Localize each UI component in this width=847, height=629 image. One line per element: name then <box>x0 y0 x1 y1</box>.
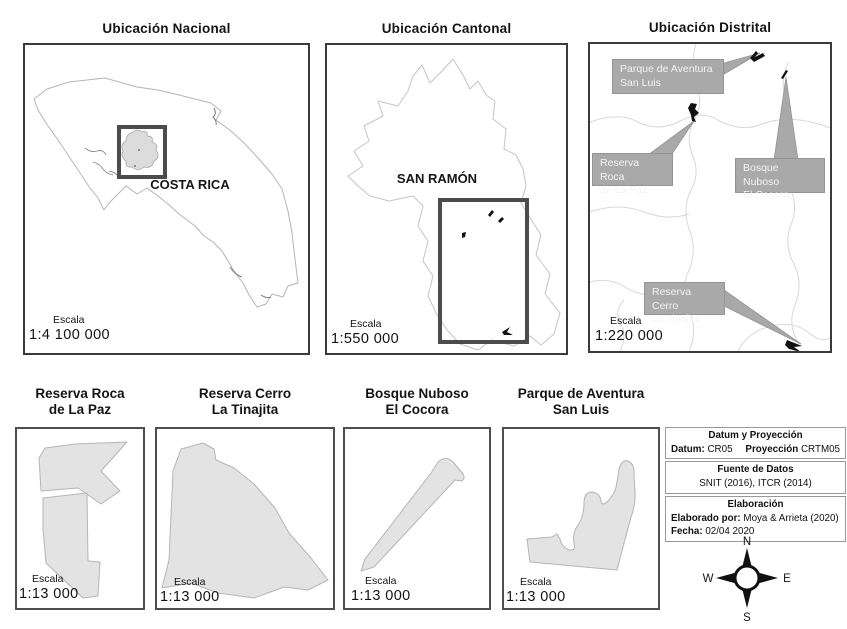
panel-parque-aventura <box>502 427 660 610</box>
scale-value: 1:13 000 <box>351 588 411 604</box>
datum-row <box>671 443 840 457</box>
scale-value: 1:13 000 <box>160 589 220 605</box>
reserva-cerro-polygon <box>162 443 328 598</box>
datum-label: Datum: <box>671 443 705 455</box>
projection-label: Proyección <box>745 443 799 455</box>
scale-roca <box>19 573 79 602</box>
title-ubicacion-nacional: Ubicación Nacional <box>102 21 231 36</box>
title-line: Parque de Aventura <box>517 386 645 401</box>
scale-value: 1:13 000 <box>19 586 79 602</box>
callout-line: Parque de Aventura <box>620 63 713 75</box>
title-line: de La Paz <box>48 402 112 418</box>
parque-aventura-polygon <box>527 461 635 570</box>
datum-pair <box>671 443 733 457</box>
scale-value: 1:13 000 <box>506 589 566 605</box>
compass-e-label: E <box>783 573 791 585</box>
projection-value: CRTM05 <box>800 443 840 455</box>
coast-detail <box>213 108 271 298</box>
title-reserva-roca <box>15 386 145 418</box>
san-ramon-label: SAN RAMÓN <box>396 171 478 186</box>
reserve-dot <box>134 165 136 167</box>
callout-line: Bosque Nuboso <box>743 162 780 188</box>
scale-value: 1:220 000 <box>595 328 664 344</box>
river-detail <box>85 148 118 176</box>
title-line: Reserva Cerro <box>198 386 292 401</box>
source-section <box>665 461 846 493</box>
callout-reserva-roca <box>592 153 673 197</box>
reserve-mark <box>488 210 494 217</box>
date-label: Fecha: <box>671 526 703 538</box>
author-row <box>671 512 840 526</box>
compass-n-label: N <box>742 536 752 548</box>
scale-label: Escala <box>53 314 85 326</box>
title-line: La Tinajita <box>211 402 279 418</box>
map-info-box <box>665 427 846 544</box>
panel-ubicacion-cantonal <box>325 43 568 355</box>
callout-line: Reserva Roca <box>600 157 640 183</box>
projection-pair <box>745 443 840 457</box>
extent-rectangle-cantonal <box>440 200 527 342</box>
san-ramon-map <box>327 45 566 353</box>
title-line: Bosque Nuboso <box>365 386 469 401</box>
scale-label: Escala <box>610 315 642 327</box>
scale-nacional <box>29 314 110 343</box>
datum-section-title: Datum y Proyección <box>708 430 803 441</box>
date-value: 02/04 2020 <box>705 526 755 538</box>
panel-reserva-roca <box>15 427 145 610</box>
bosque-nuboso-polygon <box>361 459 464 572</box>
title-ubicacion-distrital: Ubicación Distrital <box>648 20 772 35</box>
compass-rose-icon <box>700 534 795 626</box>
panel-ubicacion-distrital <box>588 42 832 353</box>
san-ramon-canton-shaded <box>122 130 158 170</box>
author-value: Moya & Arrieta (2020) <box>743 512 839 524</box>
compass-w-label: W <box>702 573 714 585</box>
reserve-mark <box>462 232 466 238</box>
author-label: Elaborado por: <box>671 512 741 524</box>
cerro-tinajita-mark <box>785 340 802 351</box>
scale-cantonal <box>331 318 399 347</box>
title-reserva-cerro <box>155 386 335 418</box>
reserve-mark <box>502 327 513 335</box>
scale-distrital <box>595 315 663 344</box>
costa-rica-outline <box>34 78 298 307</box>
scale-label: Escala <box>174 576 206 588</box>
scale-label: Escala <box>520 576 552 588</box>
panel-ubicacion-nacional <box>23 43 310 355</box>
reserve-dot <box>138 149 140 151</box>
roca-la-paz-mark <box>688 103 699 122</box>
source-section-title: Fuente de Datos <box>717 464 794 476</box>
datum-value: CR05 <box>707 443 733 455</box>
compass-s-label: S <box>743 612 751 624</box>
compass-circle <box>735 566 759 590</box>
elaboration-section-title: Elaboración <box>727 498 784 510</box>
parque-san-luis-mark <box>750 51 765 62</box>
callout-line: de La Paz <box>600 184 648 197</box>
panel-reserva-cerro <box>155 427 335 610</box>
callout-line: El Cocora <box>743 189 790 202</box>
datum-section <box>665 427 846 459</box>
callout-line: La Tinajita <box>652 313 700 326</box>
title-line: Reserva Roca <box>35 386 125 401</box>
costa-rica-map <box>25 45 308 353</box>
title-line: El Cocora <box>385 402 449 418</box>
source-value: SNIT (2016), ITCR (2014) <box>699 478 812 490</box>
scale-value: 1:4 100 000 <box>29 327 110 343</box>
scale-bosque <box>351 575 411 604</box>
scale-cerro <box>160 576 220 605</box>
callout-bosque-nuboso <box>735 158 825 202</box>
title-parque-aventura <box>502 386 660 418</box>
scale-label: Escala <box>350 318 382 330</box>
callout-line: San Luis <box>620 76 661 89</box>
scale-value: 1:550 000 <box>331 331 400 347</box>
scale-parque <box>506 576 566 605</box>
callout-parque-san-luis <box>612 59 724 94</box>
callout-reserva-cerro <box>644 282 725 326</box>
callout-line: Reserva Cerro <box>652 286 692 312</box>
title-ubicacion-cantonal: Ubicación Cantonal <box>381 21 512 36</box>
panel-bosque-nuboso <box>343 427 491 610</box>
scale-label: Escala <box>365 575 397 587</box>
title-line: San Luis <box>552 402 610 418</box>
title-bosque-nuboso <box>343 386 491 418</box>
scale-label: Escala <box>32 573 64 585</box>
costa-rica-label: COSTA RICA <box>150 177 230 192</box>
reserve-mark <box>498 217 504 223</box>
